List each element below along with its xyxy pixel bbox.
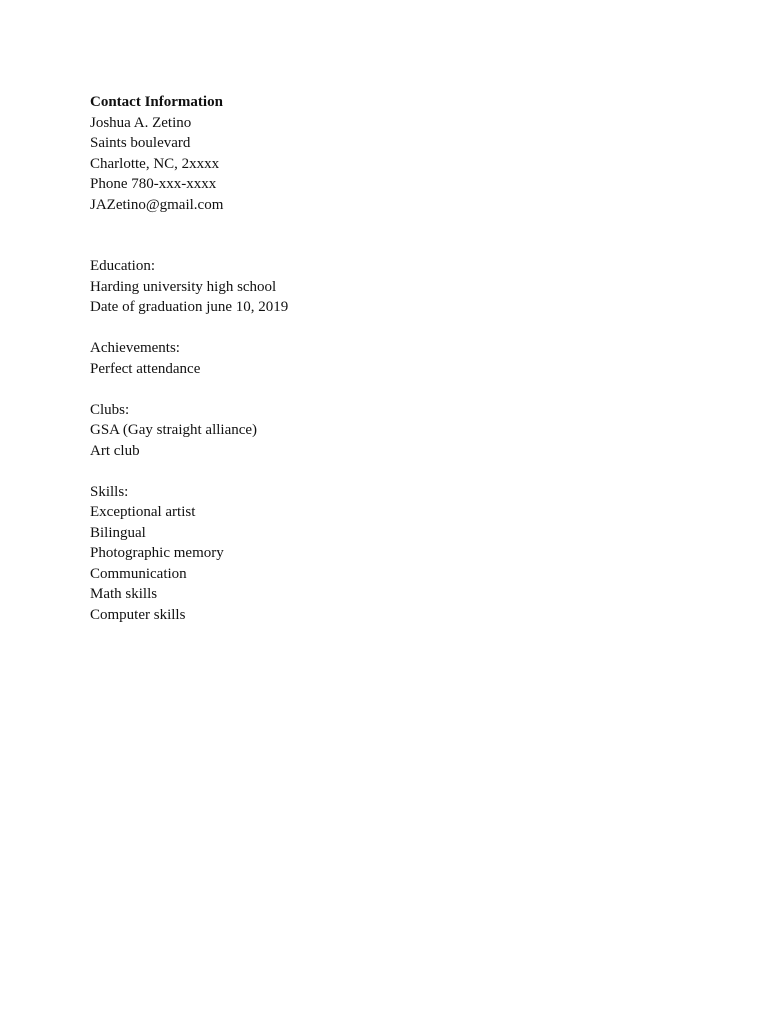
education-school: Harding university high school (90, 278, 277, 295)
club-item: Art club (90, 442, 140, 459)
resume-content (90, 92, 690, 625)
club-item: GSA (Gay straight alliance) (90, 422, 258, 438)
skills-section (90, 482, 690, 626)
skill-item: Computer skills (90, 606, 186, 623)
education-heading: Education: (90, 258, 155, 274)
education-graduation: Date of graduation june 10, 2019 (90, 299, 289, 315)
achievements-section (90, 338, 690, 379)
section-spacer (90, 461, 690, 482)
achievement-item: Perfect attendance (90, 360, 201, 377)
achievements-heading: Achievements: (90, 340, 180, 356)
contact-phone: Phone 780-xxx-xxxx (90, 176, 217, 192)
clubs-heading: Clubs: (90, 401, 130, 418)
skill-item: Math skills (90, 586, 158, 602)
clubs-section (90, 400, 690, 462)
skills-heading: Skills: (90, 483, 129, 500)
section-spacer (90, 318, 690, 339)
skill-item: Exceptional artist (90, 504, 196, 520)
contact-section (90, 92, 690, 215)
skill-item: Communication (90, 565, 187, 582)
contact-street: Saints boulevard (90, 135, 191, 151)
section-spacer (90, 379, 690, 400)
skill-item: Bilingual (90, 524, 146, 541)
skill-item: Photographic memory (90, 545, 224, 561)
contact-city: Charlotte, NC, 2xxxx (90, 155, 220, 172)
section-spacer (90, 215, 690, 256)
contact-email: JAZetino@gmail.com (90, 196, 224, 213)
contact-heading: Contact Information (90, 94, 223, 110)
education-section (90, 256, 690, 318)
contact-name: Joshua A. Zetino (90, 114, 192, 131)
